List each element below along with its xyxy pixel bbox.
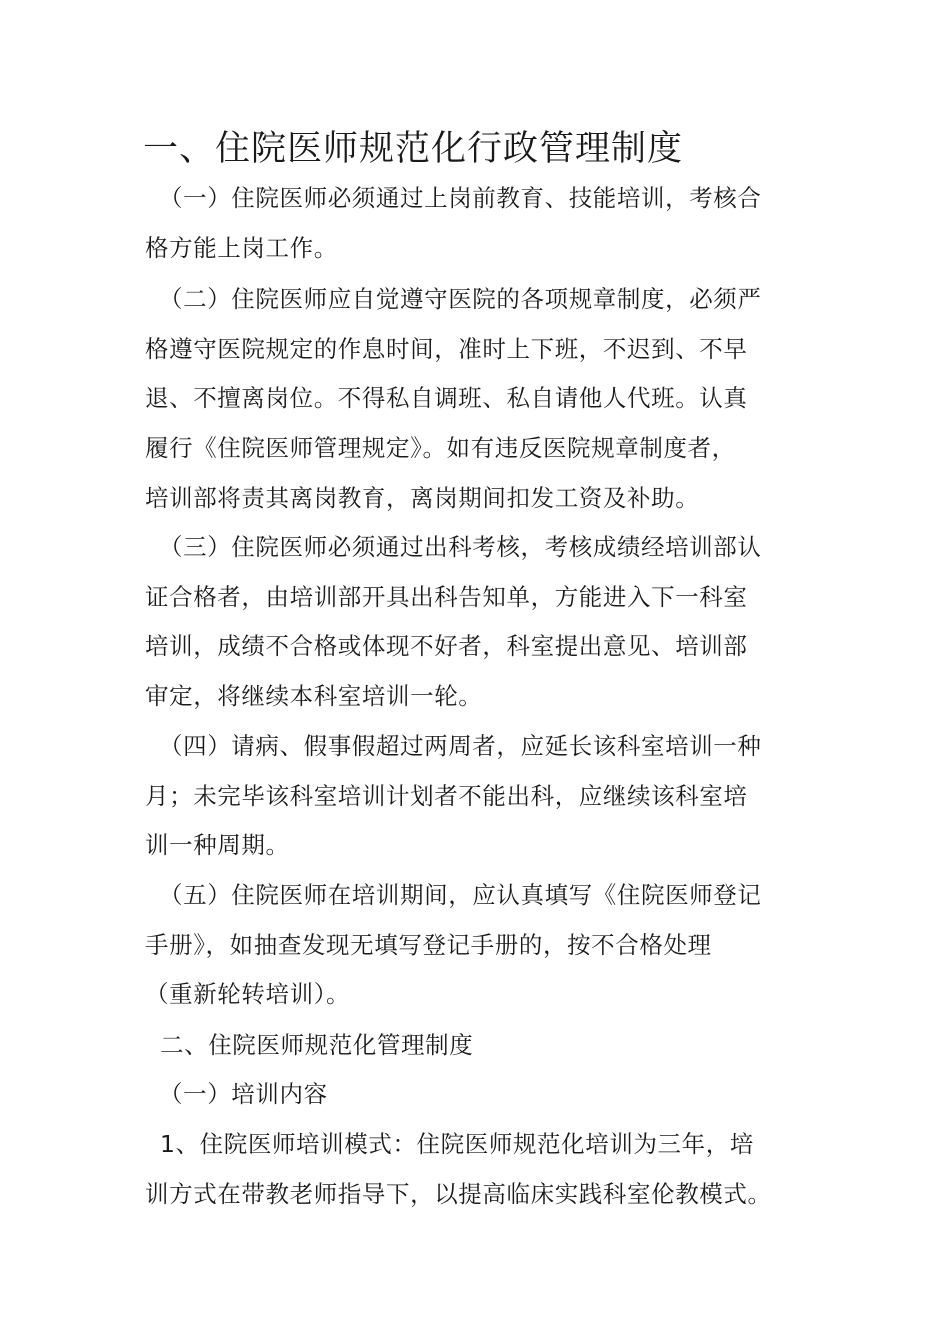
subsection-heading: （一）培训内容 — [159, 1080, 328, 1108]
paragraph-2-line-5: 培训部将责其离岗教育，离岗期间扣发工资及补助。 — [145, 484, 700, 512]
item-1-line-2: 训方式在带教老师指导下，以提高临床实践科室伦教模式。 — [145, 1180, 772, 1208]
paragraph-5-line-3: （重新轮转培训）。 — [145, 980, 351, 1008]
paragraph-2-line-4: 履行《住院医师管理规定》。如有违反医院规章制度者， — [145, 434, 736, 462]
section-heading-1: 一、住院医师规范化行政管理制度 — [143, 129, 684, 169]
paragraph-3-line-2: 证合格者，由培训部开具出科告知单，方能进入下一科室 — [145, 583, 748, 611]
paragraph-2-line-3: 退、不擅离岗位。不得私自调班、私自请他人代班。认真 — [145, 384, 748, 412]
paragraph-5-line-2: 手册》，如抽查发现无填写登记手册的，按不合格处理 — [145, 931, 712, 959]
paragraph-4-line-3: 训一种周期。 — [145, 831, 290, 859]
paragraph-3-line-1: （三）住院医师必须通过出科考核，考核成绩经培训部认 — [159, 533, 762, 561]
paragraph-1-line-2: 格方能上岗工作。 — [145, 234, 338, 262]
paragraph-4-line-1: （四）请病、假事假超过两周者，应延长该科室培训一种 — [159, 732, 762, 760]
paragraph-3-line-3: 培训，成绩不合格或体现不好者，科室提出意见、培训部 — [145, 632, 748, 660]
paragraph-5-line-1: （五）住院医师在培训期间，应认真填写《住院医师登记 — [159, 881, 762, 909]
paragraph-2-line-1: （二）住院医师应自觉遵守医院的各项规章制度，必须严 — [159, 285, 762, 313]
item-1-line-1: 1、住院医师培训模式：住院医师规范化培训为三年，培 — [160, 1130, 754, 1158]
paragraph-4-line-2: 月；未完毕该科室培训计划者不能出科，应继续该科室培 — [145, 782, 748, 810]
paragraph-2-line-2: 格遵守医院规定的作息时间，准时上下班，不迟到、不早 — [145, 335, 748, 363]
paragraph-3-line-4: 审定，将继续本科室培训一轮。 — [145, 682, 483, 710]
paragraph-1-line-1: （一）住院医师必须通过上岗前教育、技能培训，考核合 — [159, 184, 762, 212]
section-heading-2: 二、住院医师规范化管理制度 — [160, 1031, 474, 1059]
